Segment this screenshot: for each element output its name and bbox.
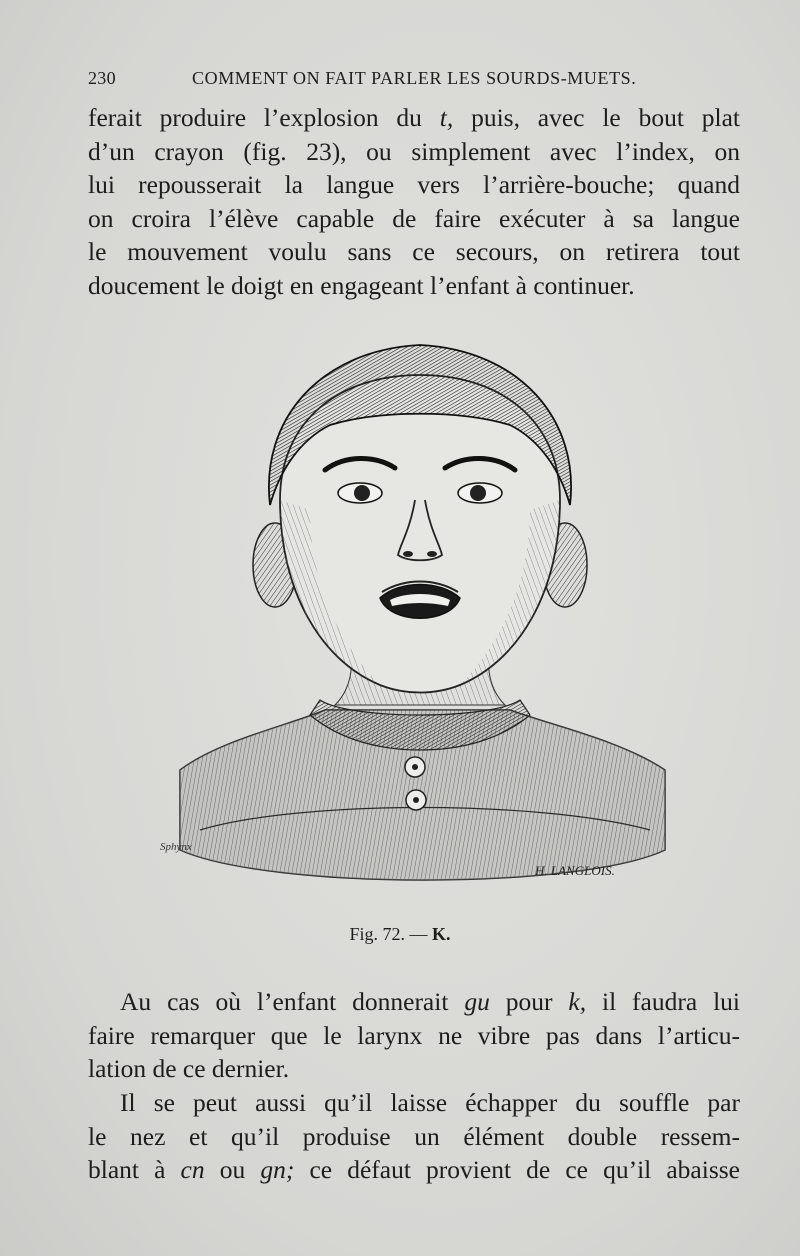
caption-prefix: Fig. 72. — <box>349 924 432 944</box>
paragraph-2 <box>88 985 740 1086</box>
figure-caption <box>0 924 800 945</box>
page-number: 230 <box>88 68 116 88</box>
paragraph-3 <box>88 1086 740 1187</box>
text-line: blant à cn ou gn; ce défaut provient de ce qu’il abaisse <box>88 1155 740 1184</box>
text-line: Au cas où l’enfant donnerait gu pour k, il faudra lui <box>120 987 740 1016</box>
caption-label: K. <box>432 924 451 944</box>
engraver-signature-left: Sphynx <box>160 841 192 853</box>
text-line: lui repousserait la langue vers l’arrière-bouche; quand <box>88 170 740 199</box>
text-line: d’un crayon (fig. 23), ou simplement avec l’index, on <box>88 136 740 166</box>
text-line: le mouvement voulu sans ce secours, on retirera tout <box>88 237 740 266</box>
text-line: le nez et qu’il produise un élément double ressem- <box>88 1121 740 1151</box>
text-line: Il se peut aussi qu’il laisse échapper du souffle par <box>120 1088 740 1117</box>
text-line: ferait produire l’explosion du t, puis, avec le bout plat <box>88 103 740 132</box>
engraver-signature-right: H. LANGLOIS. <box>535 863 615 878</box>
text-line: lation de ce dernier. <box>88 1054 290 1083</box>
running-title: COMMENT ON FAIT PARLER LES SOURDS-MUETS. <box>192 68 637 88</box>
engraving-boy-portrait <box>160 330 680 910</box>
text-line: doucement le doigt en engageant l’enfant à continuer. <box>88 270 635 300</box>
running-head <box>88 68 748 92</box>
text-line: faire remarquer que le larynx ne vibre pas dans l’articu- <box>88 1020 740 1050</box>
text-line: on croira l’élève capable de faire exécuter à sa langue <box>88 203 740 233</box>
shoulders <box>180 700 665 880</box>
paragraph-1 <box>88 101 740 302</box>
